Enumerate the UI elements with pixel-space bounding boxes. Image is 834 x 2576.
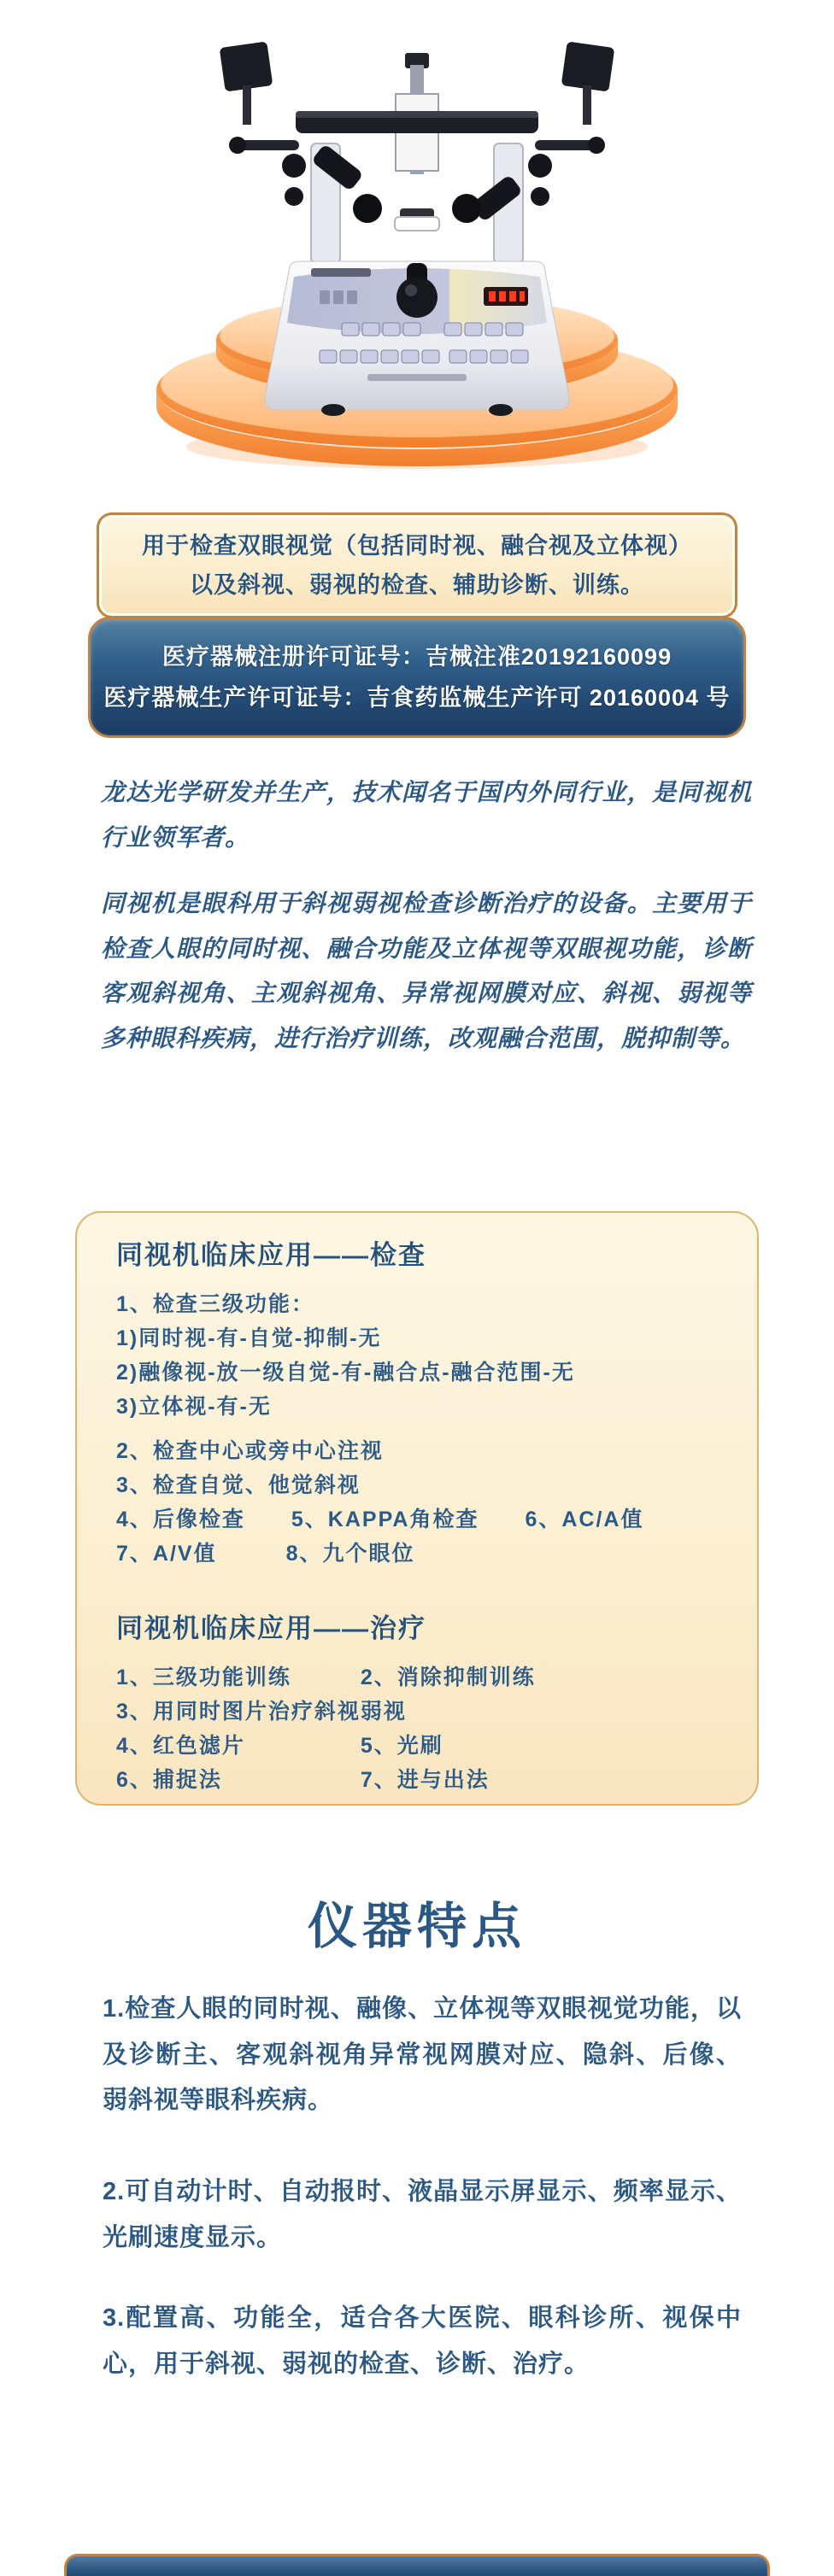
clinical-application-box xyxy=(75,1211,759,1806)
console-base xyxy=(265,261,569,416)
about-paragraph-1: 龙达光学研发并生产，技术闻名于国内外同行业，是同视机行业领军者。 xyxy=(101,779,752,851)
treat-line: 3、用同时图片治疗斜视弱视 xyxy=(116,1700,407,1724)
check-line: 7、A/V值 8、九个眼位 xyxy=(116,1542,415,1566)
foot-left xyxy=(321,404,345,416)
left-arc-end-block xyxy=(220,41,273,91)
treat-line: 1、三级功能训练 2、消除抑制训练 xyxy=(116,1666,536,1689)
button-row-bottom xyxy=(320,350,528,363)
feature-item-1: 1.检查人眼的同时视、融像、立体视等双眼视觉功能，以及诊断主、客观斜视角异常视网膜对应、隐斜、后像、弱斜视等眼科疾病。 xyxy=(103,1995,742,2115)
check-line: 1)同时视-有-自觉-抑制-无 xyxy=(116,1326,382,1350)
registration-license: 医疗器械注册许可证号：吉械注准20192160099 xyxy=(162,643,672,670)
left-eyepiece-unit xyxy=(229,137,382,263)
production-license: 医疗器械生产许可证号：吉食药监械生产许可 20160004 号 xyxy=(103,685,731,711)
treat-line: 4、红色滤片 5、光刷 xyxy=(116,1734,443,1758)
counter-digit xyxy=(320,290,330,304)
next-section-strip xyxy=(64,2554,770,2576)
feature-item-3: 3.配置高、功能全，适合各大医院、眼科诊所、视保中心，用于斜视、弱视的检查、诊断、治疗。 xyxy=(103,2304,742,2378)
features-title: 仪器特点 xyxy=(307,1899,526,1954)
clinical-treat-title: 同视机临床应用——治疗 xyxy=(116,1613,426,1643)
check-line: 2)融像视-放一级自觉-有-融合点-融合范围-无 xyxy=(116,1361,575,1385)
counter-digit xyxy=(347,290,357,304)
check-line: 3、检查自觉、他觉斜视 xyxy=(116,1473,361,1497)
led-segment xyxy=(499,291,506,302)
treat-line: 6、捕捉法 7、进与出法 xyxy=(116,1768,490,1792)
license-box xyxy=(88,617,746,738)
check-line: 2、检查中心或旁中心注视 xyxy=(116,1439,384,1463)
counter-digit xyxy=(333,290,344,304)
chin-rest-tray xyxy=(395,217,439,231)
intro-usage-box xyxy=(97,512,737,618)
foot-right xyxy=(489,404,513,416)
feature-item-2: 2.可自动计时、自动报时、液晶显示屏显示、频率显示、光刷速度显示。 xyxy=(103,2178,742,2251)
clinical-check-title: 同视机临床应用——检查 xyxy=(116,1240,426,1270)
led-segment xyxy=(509,291,516,302)
model-label xyxy=(311,268,371,277)
intro-line-1: 用于检查双眼视觉（包括同时视、融合视及立体视） xyxy=(142,532,692,559)
led-segment xyxy=(489,291,496,302)
check-line: 4、后像检查 5、KAPPA角检查 6、AC/A值 xyxy=(116,1508,644,1531)
intro-line-2: 以及斜视、弱视的检查、辅助诊断、训练。 xyxy=(190,572,644,598)
product-photo xyxy=(144,15,690,499)
right-eyepiece-unit xyxy=(452,137,605,263)
synoptophore-illustration xyxy=(144,15,690,499)
about-paragraph-2: 同视机是眼科用于斜视弱视检查诊断治疗的设备。主要用于检查人眼的同时视、融合功能及立体视等双眼视功能，诊断客观斜视角、主观斜视角、异常视网膜对应、斜视、弱视等多种眼科疾病，进行治疗训练，改观融合范围，脱抑制等。 xyxy=(101,890,752,1051)
brand-strip xyxy=(367,374,467,381)
led-segment xyxy=(520,291,525,302)
right-arc-end-block xyxy=(561,41,615,91)
left-arc-post xyxy=(243,85,251,125)
cross-rail-highlight xyxy=(296,111,538,118)
right-arc-post xyxy=(583,85,591,125)
optical-head-assembly xyxy=(220,41,615,263)
check-line: 1、检查三级功能： xyxy=(116,1292,314,1316)
check-line: 3)立体视-有-无 xyxy=(116,1395,272,1419)
control-knob xyxy=(396,277,438,318)
knob-highlight xyxy=(405,284,417,296)
